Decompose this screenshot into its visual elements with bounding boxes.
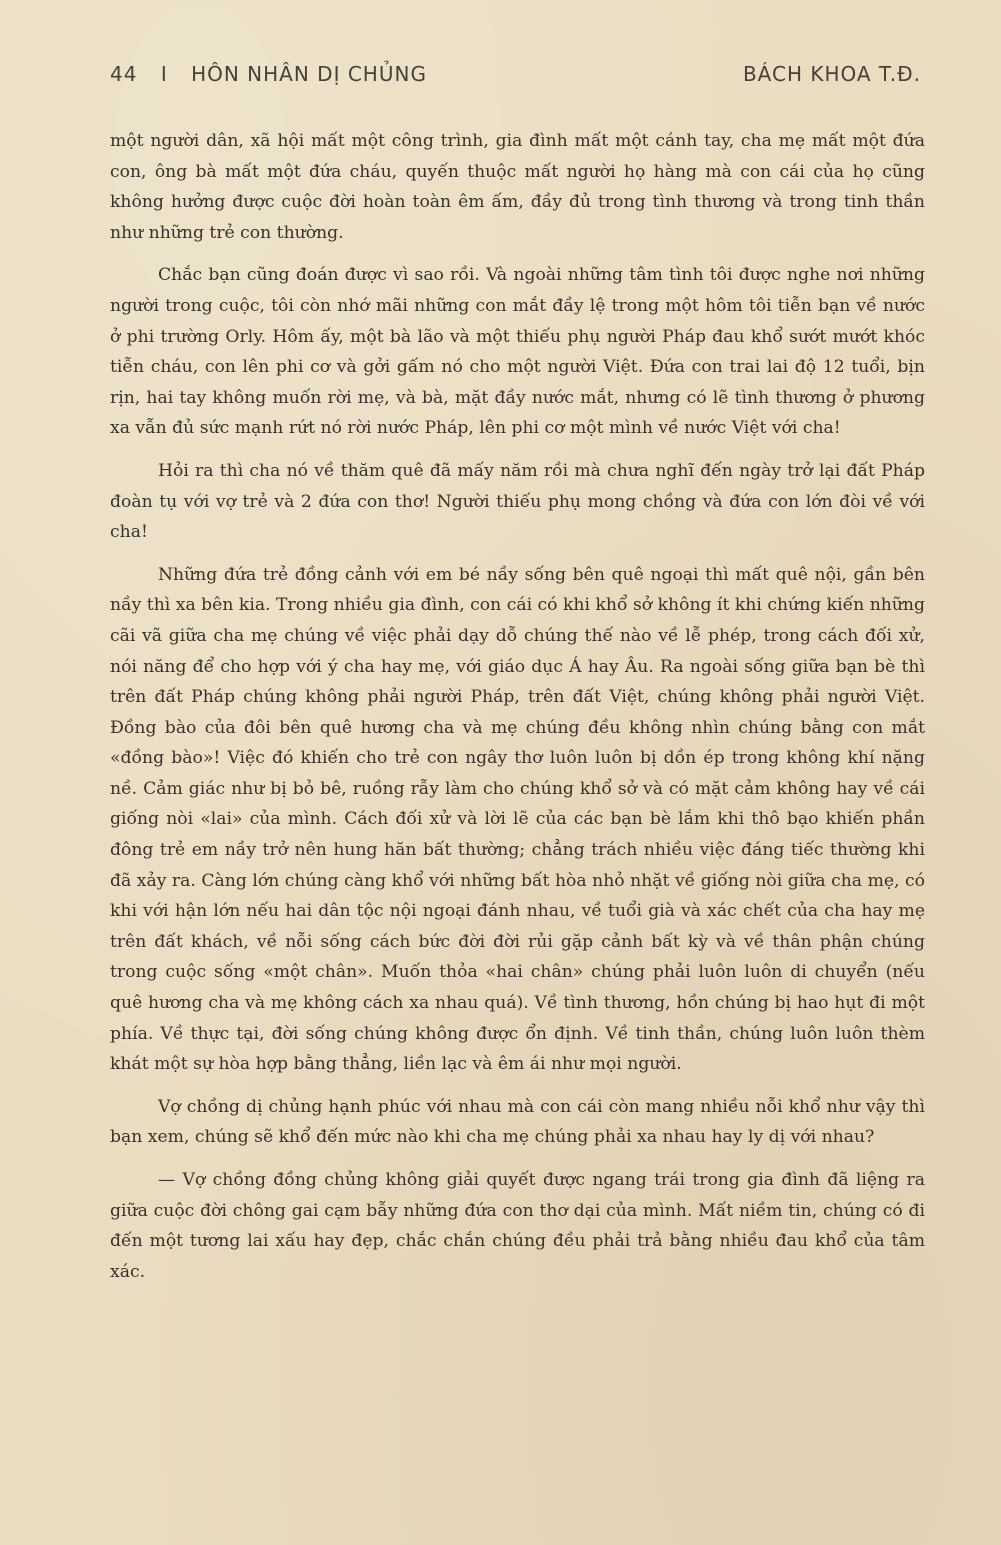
magazine-name: BÁCH KHOA T.Đ. [742, 62, 921, 86]
paragraph: Chắc bạn cũng đoán được vì sao rồi. Và ngoài những tâm tình tôi được nghe nơi những người trong cuộc, tôi còn nhớ mãi những con mắt đầy lệ trong một hôm tôi tiễn bạn về nước ở phi trường Orly. Hôm ấy, một bà lão và một thiếu phụ người Pháp đau khổ sướt mướt khóc tiễn cháu, con lên phi cơ và gởi gấm nó cho một người Việt. Đứa con trai lai độ 12 tuổi, bịn rịn, hai tay không muốn rời mẹ, và bà, mặt đầy nước mắt, nhưng có lẽ tình thương ở phương xa vẫn đủ sức mạnh rứt nó rời nước Pháp, lên phi cơ một mình về nước Việt với cha! [110, 265, 925, 439]
paragraph: một người dân, xã hội mất một công trình, gia đình mất một cánh tay, cha mẹ mất một đứa con, ông bà mất một đứa cháu, quyến thuộc mất người họ hàng mà con cái của họ cũng không hưởng được cuộc đời hoàn toàn êm ấm, đầy đủ trong tình thương và trong tinh thần như những trẻ con thường. [110, 131, 925, 243]
article-title: HÔN NHÂN DỊ CHỦNG [191, 62, 427, 86]
page-header [110, 62, 921, 94]
header-left [110, 62, 427, 86]
page-number: 44 [110, 62, 138, 86]
paragraph: — Vợ chồng đồng chủng không giải quyết được ngang trái trong gia đình đã liệng ra giữa cuộc đời chông gai cạm bẫy những đứa con thơ dại của mình. Mất niềm tin, chúng có đi đến một tương lai xấu hay đẹp, chắc chắn chúng đều phải trả bằng nhiều đau khổ của tâm xác. [110, 1170, 925, 1282]
article-body [110, 126, 925, 1299]
header-separator: I [160, 62, 168, 86]
paragraph: Những đứa trẻ đồng cảnh với em bé nầy sống bên quê ngoại thì mất quê nội, gần bên nầy thì xa bên kia. Trong nhiều gia đình, con cái có khi khổ sở không ít khi chứng kiến những cãi vã giữa cha mẹ chúng về việc phải dạy dỗ chúng thế nào về lễ phép, trong cách đối xử, nói năng để cho hợp với ý cha hay mẹ, với giáo dục Á hay Âu. Ra ngoài sống giữa bạn bè thì trên đất Pháp chúng không phải người Pháp, trên đất Việt, chúng không phải người Việt. Đồng bào của đôi bên quê hương cha và mẹ chúng đều không nhìn chúng bằng con mắt «đồng bào»! Việc đó khiến cho trẻ con ngây thơ luôn luôn bị dồn ép trong không khí nặng nề. Cảm giác như bị bỏ bê, ruồng rẫy làm cho chúng khổ sở và có mặt cảm không hay về cái giống nòi «lai» của mình. Cách đối xử và lời lẽ của các bạn bè lắm khi thô bạo khiến phần đông trẻ em nầy trở nên hung hăn bất thường; chẳng trách nhiều việc đáng tiếc thường khi đã xảy ra. Càng lớn chúng càng khổ với những bất hòa nhỏ nhặt về giống nòi giữa cha mẹ, có khi với hận lớn nếu hai dân tộc nội ngoại đánh nhau, về tuổi già và xác chết của cha hay mẹ trên đất khách, về nỗi sống cách bức đời đời rủi gặp cảnh bất kỳ và về thân phận chúng trong cuộc sống «một chân». Muốn thỏa «hai chân» chúng phải luôn luôn di chuyển (nếu quê hương cha và mẹ không cách xa nhau quá). Về tình thương, hồn chúng bị hao hụt đi một phía. Về thực tại, đời sống chúng không được ổn định. Về tinh thần, chúng luôn luôn thèm khát một sự hòa hợp bằng thẳng, liền lạc và êm ái như mọi người. [110, 564, 925, 1075]
paragraph: Vợ chồng dị chủng hạnh phúc với nhau mà con cái còn mang nhiều nỗi khổ như vậy thì bạn xem, chúng sẽ khổ đến mức nào khi cha mẹ chúng phải xa nhau hay ly dị với nhau? [110, 1096, 925, 1148]
paragraph: Hỏi ra thì cha nó về thăm quê đã mấy năm rồi mà chưa nghĩ đến ngày trở lại đất Pháp đoàn tụ với vợ trẻ và 2 đứa con thơ! Người thiếu phụ mong chồng và đứa con lớn đòi về với cha! [110, 460, 925, 543]
